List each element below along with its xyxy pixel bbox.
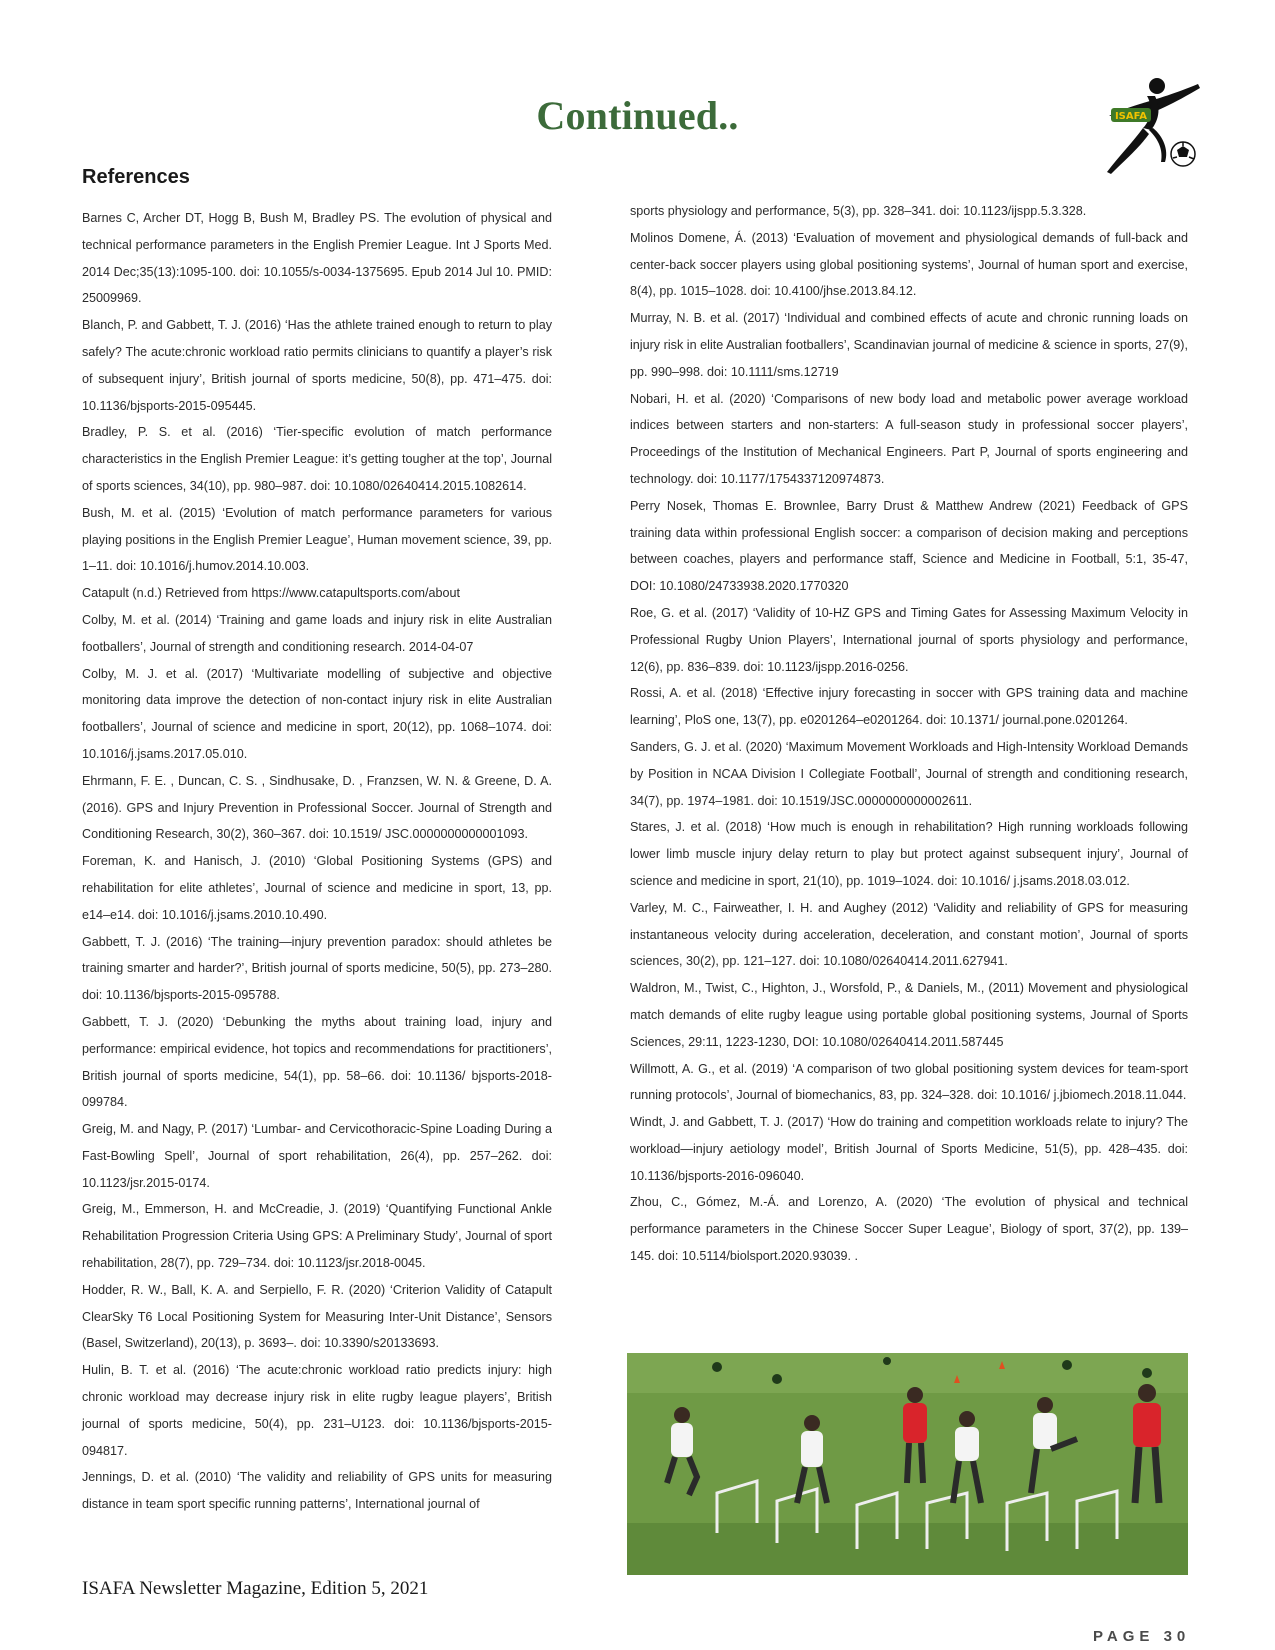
reference-item: Sanders, G. J. et al. (2020) ‘Maximum Movement Workloads and High-Intensity Workload Demands by Position in NCAA Division I Collegiate Football’, Journal of strength and conditioning research, 34(7), pp. 1974–1981. doi: 10.1519/JSC.0000000000002611.: [630, 739, 1188, 808]
reference-item: Foreman, K. and Hanisch, J. (2010) ‘Global Positioning Systems (GPS) and rehabilitation for elite athletes’, Journal of science and medicine in sport, 13, pp. e14–e14. doi: 10.1016/j.jsams.2010.10.490.: [82, 854, 552, 922]
reference-item: Waldron, M., Twist, C., Highton, J., Worsfold, P., & Daniels, M., (2011) Movement and physiological match demands of elite rugby league using portable global positioning systems, Journal of Sports Sciences, 29:11, 1223-1230, DOI: 10.1080/02640414.2011.587445: [630, 981, 1188, 1049]
references-right-column: [630, 198, 1188, 1270]
reference-item: Varley, M. C., Fairweather, I. H. and Aughey (2012) ‘Validity and reliability of GPS for measuring instantaneous velocity during acceleration, deceleration, and constant motion’, Journal of sports sciences, 30(2), pp. 121–127. doi: 10.1080/02640414.2011.627941.: [630, 900, 1188, 969]
reference-item: Zhou, C., Gómez, M.-Á. and Lorenzo, A. (2020) ‘The evolution of physical and technical performance parameters in the Chinese Soccer Super League’, Biology of sport, 37(2), pp. 139–145. doi: 10.5114/biolsport.2020.93039. .: [630, 1195, 1188, 1264]
reference-item: Jennings, D. et al. (2010) ‘The validity and reliability of GPS units for measuring distance in team sport specific running patterns’, International journal of: [82, 1470, 552, 1512]
references-left-column: [82, 205, 552, 1518]
page-title: Continued..: [536, 93, 739, 138]
reference-item: Hodder, R. W., Ball, K. A. and Serpiello, F. R. (2020) ‘Criterion Validity of Catapult ClearSky T6 Local Positioning System for Measuring Inter-Unit Distance’, Sensors (Basel, Switzerland), 20(13), p. 3693–. doi: 10.3390/s20133693.: [82, 1282, 552, 1351]
isafa-logo: [1103, 76, 1203, 176]
references-heading: References: [82, 166, 190, 188]
reference-item: Greig, M. and Nagy, P. (2017) ‘Lumbar- and Cervicothoracic-Spine Loading During a Fast-Bowling Spell’, Journal of sport rehabilitation, 26(4), pp. 257–262. doi: 10.1123/jsr.2015-0174.: [82, 1122, 552, 1190]
reference-item: Molinos Domene, Á. (2013) ‘Evaluation of movement and physiological demands of full-back and center-back soccer players using global positioning systems’, Journal of human sport and exercise, 8(4), pp. 1015–1028. doi: 10.4100/jhse.2013.84.12.: [630, 230, 1188, 299]
logo-text: ISAFA: [1114, 111, 1148, 122]
reference-item: Perry Nosek, Thomas E. Brownlee, Barry Drust & Matthew Andrew (2021) Feedback of GPS training data within professional English soccer: a comparison of decision making and perceptions between coaches, players and performance staff, Science and Medicine in Football, 5:1, 35-47, DOI: 10.1080/24733938.2020.1770320: [630, 498, 1188, 594]
reference-item: Murray, N. B. et al. (2017) ‘Individual and combined effects of acute and chronic running loads on injury risk in elite Australian footballers’, Scandinavian journal of medicine & science in sports, 27(9), pp. 990–998. doi: 10.1111/sms.12719: [630, 311, 1188, 379]
reference-item: Rossi, A. et al. (2018) ‘Effective injury forecasting in soccer with GPS training data and machine learning’, PloS one, 13(7), pp. e0201264–e0201264. doi: 10.1371/ journal.pone.0201264.: [630, 686, 1188, 728]
page-number: PAGE 30: [1093, 1628, 1191, 1645]
reference-item: Roe, G. et al. (2017) ‘Validity of 10-HZ GPS and Timing Gates for Assessing Maximum Velocity in Professional Rugby Union Players’, International journal of sports physiology and performance, 12(6), pp. 836–839. doi: 10.1123/ijspp.2016-0256.: [630, 605, 1188, 674]
reference-item: Hulin, B. T. et al. (2016) ‘The acute:chronic workload ratio predicts injury: high chronic workload may decrease injury risk in elite rugby league players’, British journal of sports medicine, 50(4), pp. 231–U123. doi: 10.1136/bjsports-2015-094817.: [82, 1363, 552, 1458]
reference-item: Willmott, A. G., et al. (2019) ‘A comparison of two global positioning system devices for team-sport running protocols’, Journal of biomechanics, 83, pp. 324–328. doi: 10.1016/ j.jbiomech.2018.11.044.: [630, 1061, 1188, 1103]
reference-item: Colby, M. et al. (2014) ‘Training and game loads and injury risk in elite Australian footballers’, Journal of strength and conditioning research. 2014-04-07: [82, 612, 552, 654]
reference-item: Greig, M., Emmerson, H. and McCreadie, J. (2019) ‘Quantifying Functional Ankle Rehabilitation Progression Criteria Using GPS: A Preliminary Study’, Journal of sport rehabilitation, 28(7), pp. 729–734. doi: 10.1123/jsr.2018-0045.: [82, 1202, 552, 1271]
training-photo: [627, 1353, 1188, 1575]
reference-item: Blanch, P. and Gabbett, T. J. (2016) ‘Has the athlete trained enough to return to play safely? The acute:chronic workload ratio permits clinicians to quantify a player’s risk of subsequent injury’, British journal of sports medicine, 50(8), pp. 471–475. doi: 10.1136/bjsports-2015-095445.: [82, 318, 552, 413]
reference-item: Nobari, H. et al. (2020) ‘Comparisons of new body load and metabolic power average workload indices between starters and non-starters: A full-season study in professional soccer players’, Proceedings of the Institution of Mechanical Engineers. Part P, Journal of sports engineering and technology. doi: 10.1177/1754337120974873.: [630, 391, 1188, 486]
reference-item: Colby, M. J. et al. (2017) ‘Multivariate modelling of subjective and objective monitoring data improve the detection of non-contact injury risk in elite Australian footballers’, Journal of science and medicine in sport, 20(12), pp. 1068–1074. doi: 10.1016/j.jsams.2017.05.010.: [82, 666, 552, 761]
reference-item: Catapult (n.d.) Retrieved from https://www.catapultsports.com/about: [82, 586, 460, 601]
reference-item: sports physiology and performance, 5(3), pp. 328–341. doi: 10.1123/ijspp.5.3.328.: [630, 204, 1087, 218]
reference-item: Stares, J. et al. (2018) ‘How much is enough in rehabilitation? High running workloads following lower limb muscle injury delay return to play but protect against subsequent injury’, Journal of science and medicine in sport, 21(10), pp. 1019–1024. doi: 10.1016/ j.jsams.2018.03.012.: [630, 820, 1188, 888]
reference-item: Gabbett, T. J. (2020) ‘Debunking the myths about training load, injury and performance: empirical evidence, hot topics and recommendations for practitioners’, British journal of sports medicine, 54(1), pp. 58–66. doi: 10.1136/ bjsports-2018-099784.: [82, 1014, 552, 1110]
magazine-footer: ISAFA Newsletter Magazine, Edition 5, 2021: [82, 1578, 429, 1599]
reference-item: Ehrmann, F. E. , Duncan, C. S. , Sindhusake, D. , Franzsen, W. N. & Greene, D. A. (2016). GPS and Injury Prevention in Professional Soccer. Journal of Strength and Conditioning Research, 30(2), 360–367. doi: 10.1519/ JSC.0000000000001093.: [82, 773, 552, 842]
reference-item: Bush, M. et al. (2015) ‘Evolution of match performance parameters for various playing positions in the English Premier League’, Human movement science, 39, pp. 1–11. doi: 10.1016/j.humov.2014.10.003.: [82, 505, 552, 574]
reference-item: Bradley, P. S. et al. (2016) ‘Tier-specific evolution of match performance characteristics in the English Premier League: it’s getting tougher at the top’, Journal of sports sciences, 34(10), pp. 980–987. doi: 10.1080/02640414.2015.1082614.: [82, 425, 552, 493]
reference-item: Barnes C, Archer DT, Hogg B, Bush M, Bradley PS. The evolution of physical and technical performance parameters in the English Premier League. Int J Sports Med. 2014 Dec;35(13):1095-100. doi: 10.1055/s-0034-1375695. Epub 2014 Jul 10. PMID: 25009969.: [82, 211, 552, 306]
reference-item: Windt, J. and Gabbett, T. J. (2017) ‘How do training and competition workloads relate to injury? The workload—injury aetiology model’, British Journal of Sports Medicine, 51(5), pp. 428–435. doi: 10.1136/bjsports-2016-096040.: [630, 1115, 1188, 1183]
reference-item: Gabbett, T. J. (2016) ‘The training—injury prevention paradox: should athletes be training smarter and harder?’, British journal of sports medicine, 50(5), pp. 273–280. doi: 10.1136/bjsports-2015-095788.: [82, 934, 552, 1003]
